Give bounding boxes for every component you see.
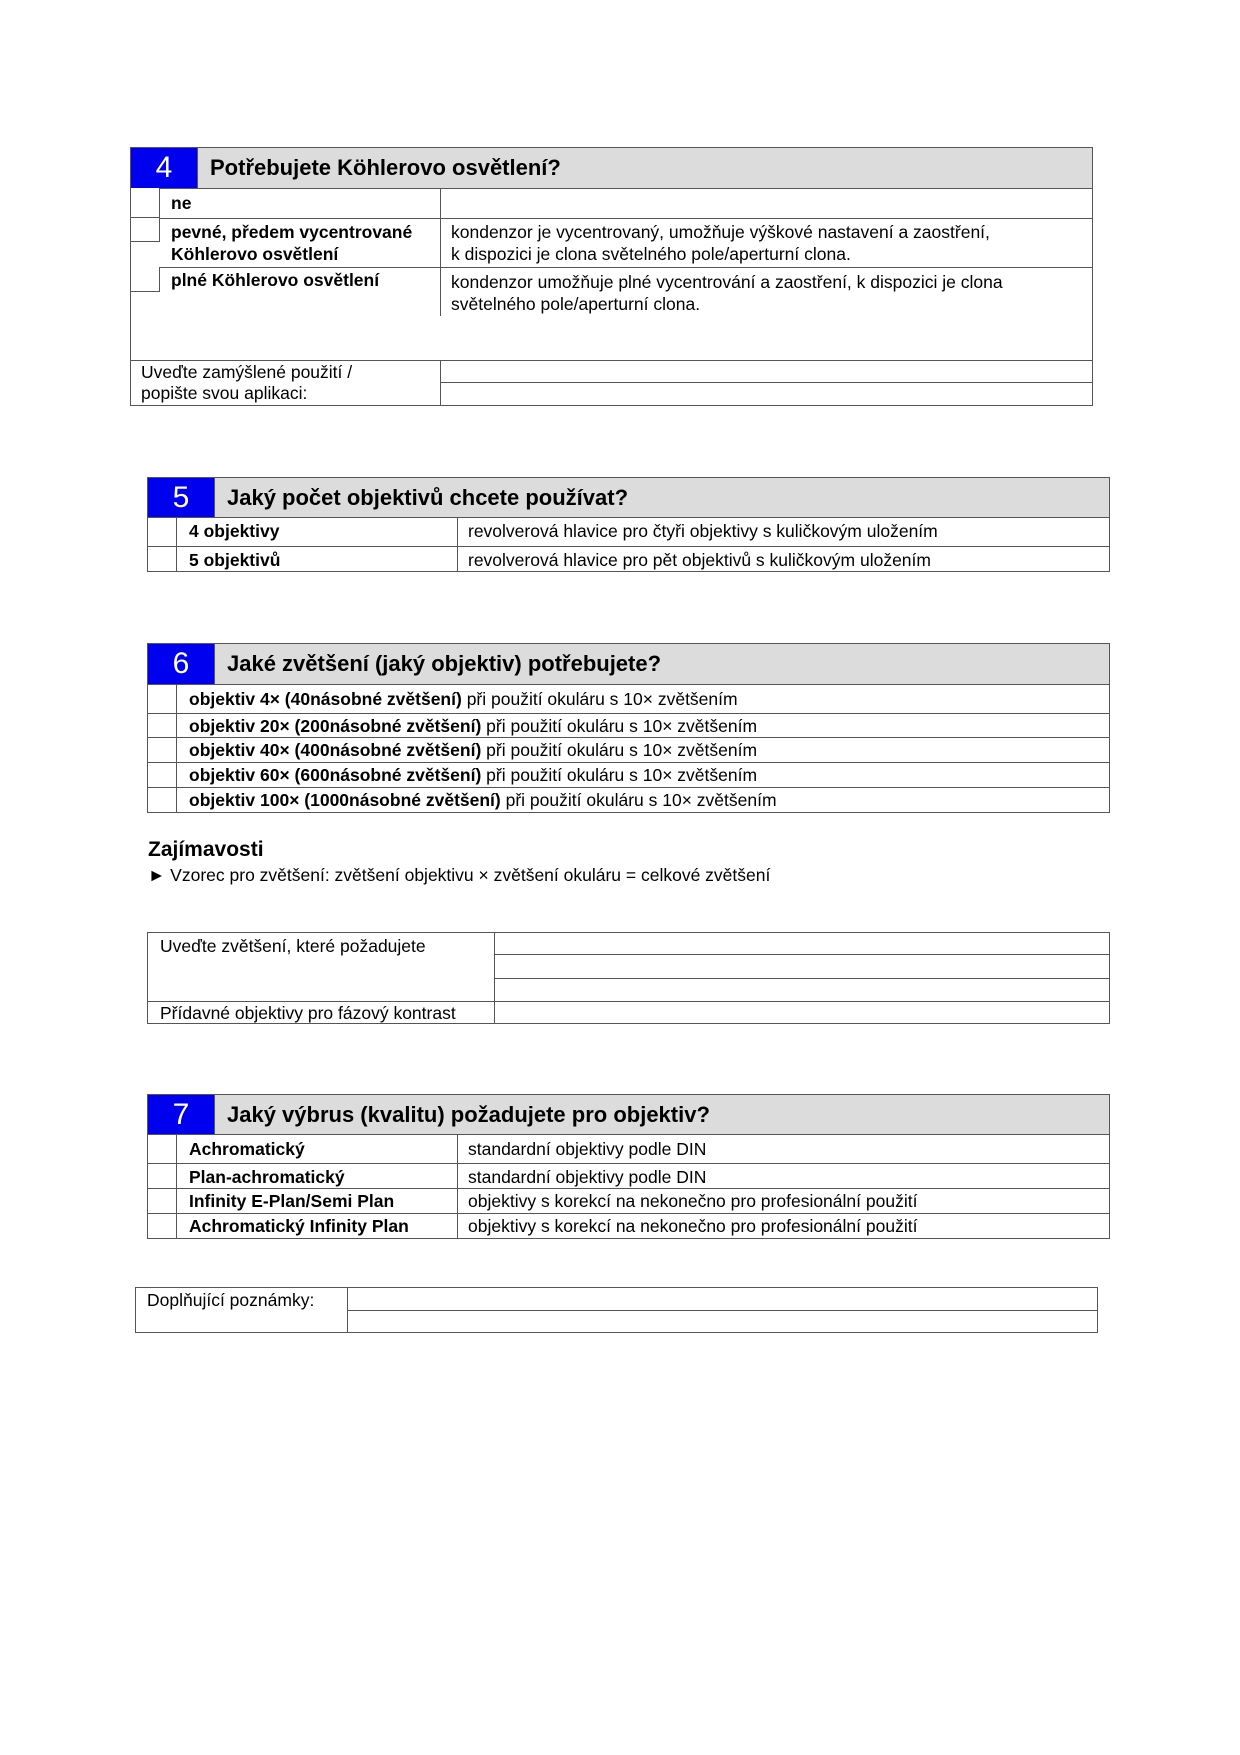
section-number: 5: [148, 478, 214, 517]
quality-desc: standardní objektivy podle DIN: [468, 1167, 707, 1187]
usage-label: Uveďte zamýšlené použití /: [141, 362, 353, 382]
mag-label: objektiv 40× (400násobné zvětšení): [189, 740, 482, 760]
section-title: Potřebujete Köhlerovo osvětlení?: [197, 148, 1092, 188]
section-6-header: [148, 644, 1109, 685]
option-pevne-label-2: Köhlerovo osvětlení: [171, 244, 339, 264]
section-5: [147, 477, 1110, 572]
option-4-desc: revolverová hlavice pro čtyři objektivy s kuličkovým uložením: [468, 521, 938, 541]
section-5-header: [148, 478, 1109, 518]
option-pevne-desc: kondenzor je vycentrovaný, umožňuje výškové nastavení a zaostření,: [451, 222, 990, 242]
quality-label: Achromatický Infinity Plan: [189, 1216, 409, 1236]
mag-row[interactable]: [189, 715, 757, 737]
quality-desc: objektivy s korekcí na nekonečno pro profesionální použití: [468, 1216, 918, 1236]
magnification-input-3[interactable]: [495, 979, 1109, 1001]
mag-suffix: při použití okuláru s 10× zvětšením: [486, 716, 758, 736]
option-plne-label: plné Köhlerovo osvětlení: [171, 270, 380, 290]
section-title: Jaké zvětšení (jaký objektiv) potřebujete?: [214, 644, 1109, 684]
phase-contrast-label: Přídavné objektivy pro fázový kontrast: [160, 1003, 456, 1023]
mag-label: objektiv 60× (600násobné zvětšení): [189, 765, 482, 785]
mag-label: objektiv 100× (1000násobné zvětšení): [189, 790, 501, 810]
quality-label: Plan-achromatický: [189, 1167, 345, 1187]
option-plne-desc-2: světelného pole/aperturní clona.: [451, 294, 701, 314]
mag-row[interactable]: [189, 764, 757, 786]
option-5-desc: revolverová hlavice pro pět objektivů s kuličkovým uložením: [468, 550, 931, 570]
quality-checkbox[interactable]: [148, 1164, 176, 1188]
quality-checkbox[interactable]: [148, 1135, 176, 1163]
option-plne-desc: kondenzor umožňuje plné vycentrování a zaostření, k dispozici je clona: [451, 272, 1003, 292]
option-pevne-desc-2: k dispozici je clona světelného pole/aperturní clona.: [451, 244, 851, 264]
option-5-checkbox[interactable]: [148, 547, 176, 572]
usage-label-2: popište svou aplikaci:: [141, 383, 308, 403]
section-number: 7: [148, 1095, 214, 1134]
mag-suffix: při použití okuláru s 10× zvětšením: [505, 790, 777, 810]
option-ne-checkbox[interactable]: [131, 188, 160, 218]
option-pevne-label: pevné, předem vycentrované: [171, 222, 413, 242]
option-ne-label: ne: [171, 193, 192, 213]
section-6: [147, 643, 1110, 813]
option-pevne-checkbox[interactable]: [131, 218, 160, 242]
option-4-checkbox[interactable]: [148, 518, 176, 546]
section-number: 6: [148, 644, 214, 684]
mag-label: objektiv 4× (40násobné zvětšení): [189, 689, 462, 709]
magnification-form: [147, 932, 1110, 1024]
tips-title: Zajímavosti: [148, 838, 264, 861]
mag-suffix: při použití okuláru s 10× zvětšením: [486, 740, 758, 760]
notes-label: Doplňující poznámky:: [147, 1290, 315, 1310]
section-title: Jaký počet objektivů chcete používat?: [214, 478, 1109, 517]
magnification-input-2[interactable]: [495, 955, 1109, 978]
notes-form: [135, 1287, 1098, 1333]
usage-input-2[interactable]: [441, 383, 1092, 404]
magnification-input-1[interactable]: [495, 933, 1109, 954]
option-4-label: 4 objektivy: [189, 521, 280, 541]
phase-contrast-input[interactable]: [495, 1002, 1109, 1023]
option-plne-checkbox[interactable]: [131, 267, 160, 292]
quality-desc: objektivy s korekcí na nekonečno pro profesionální použití: [468, 1191, 918, 1211]
section-4-header: [131, 148, 1092, 189]
section-4-usage: [130, 316, 1093, 406]
quality-label: Achromatický: [189, 1139, 305, 1159]
mag-suffix: při použití okuláru s 10× zvětšením: [486, 765, 758, 785]
tips-text: ► Vzorec pro zvětšení: zvětšení objektivu × zvětšení okuláru = celkové zvětšení: [148, 865, 771, 885]
mag-label: objektiv 20× (200násobné zvětšení): [189, 716, 482, 736]
quality-label: Infinity E-Plan/Semi Plan: [189, 1191, 395, 1211]
mag-row[interactable]: [189, 688, 738, 710]
section-7-header: [148, 1095, 1109, 1135]
notes-input-1[interactable]: [348, 1288, 1097, 1310]
option-5-label: 5 objektivů: [189, 550, 281, 570]
required-magnification-label: Uveďte zvětšení, které požadujete: [160, 936, 426, 956]
usage-input-1[interactable]: [441, 361, 1092, 382]
mag-suffix: při použití okuláru s 10× zvětšením: [466, 689, 738, 709]
section-7: [147, 1094, 1110, 1239]
section-title: Jaký výbrus (kvalitu) požadujete pro objektiv?: [214, 1095, 1109, 1134]
quality-desc: standardní objektivy podle DIN: [468, 1139, 707, 1159]
mag-row[interactable]: [189, 789, 777, 811]
quality-checkbox[interactable]: [148, 1214, 176, 1238]
quality-checkbox[interactable]: [148, 1189, 176, 1213]
section-number: 4: [131, 148, 197, 188]
mag-row[interactable]: [189, 739, 757, 761]
notes-input-2[interactable]: [348, 1311, 1097, 1332]
